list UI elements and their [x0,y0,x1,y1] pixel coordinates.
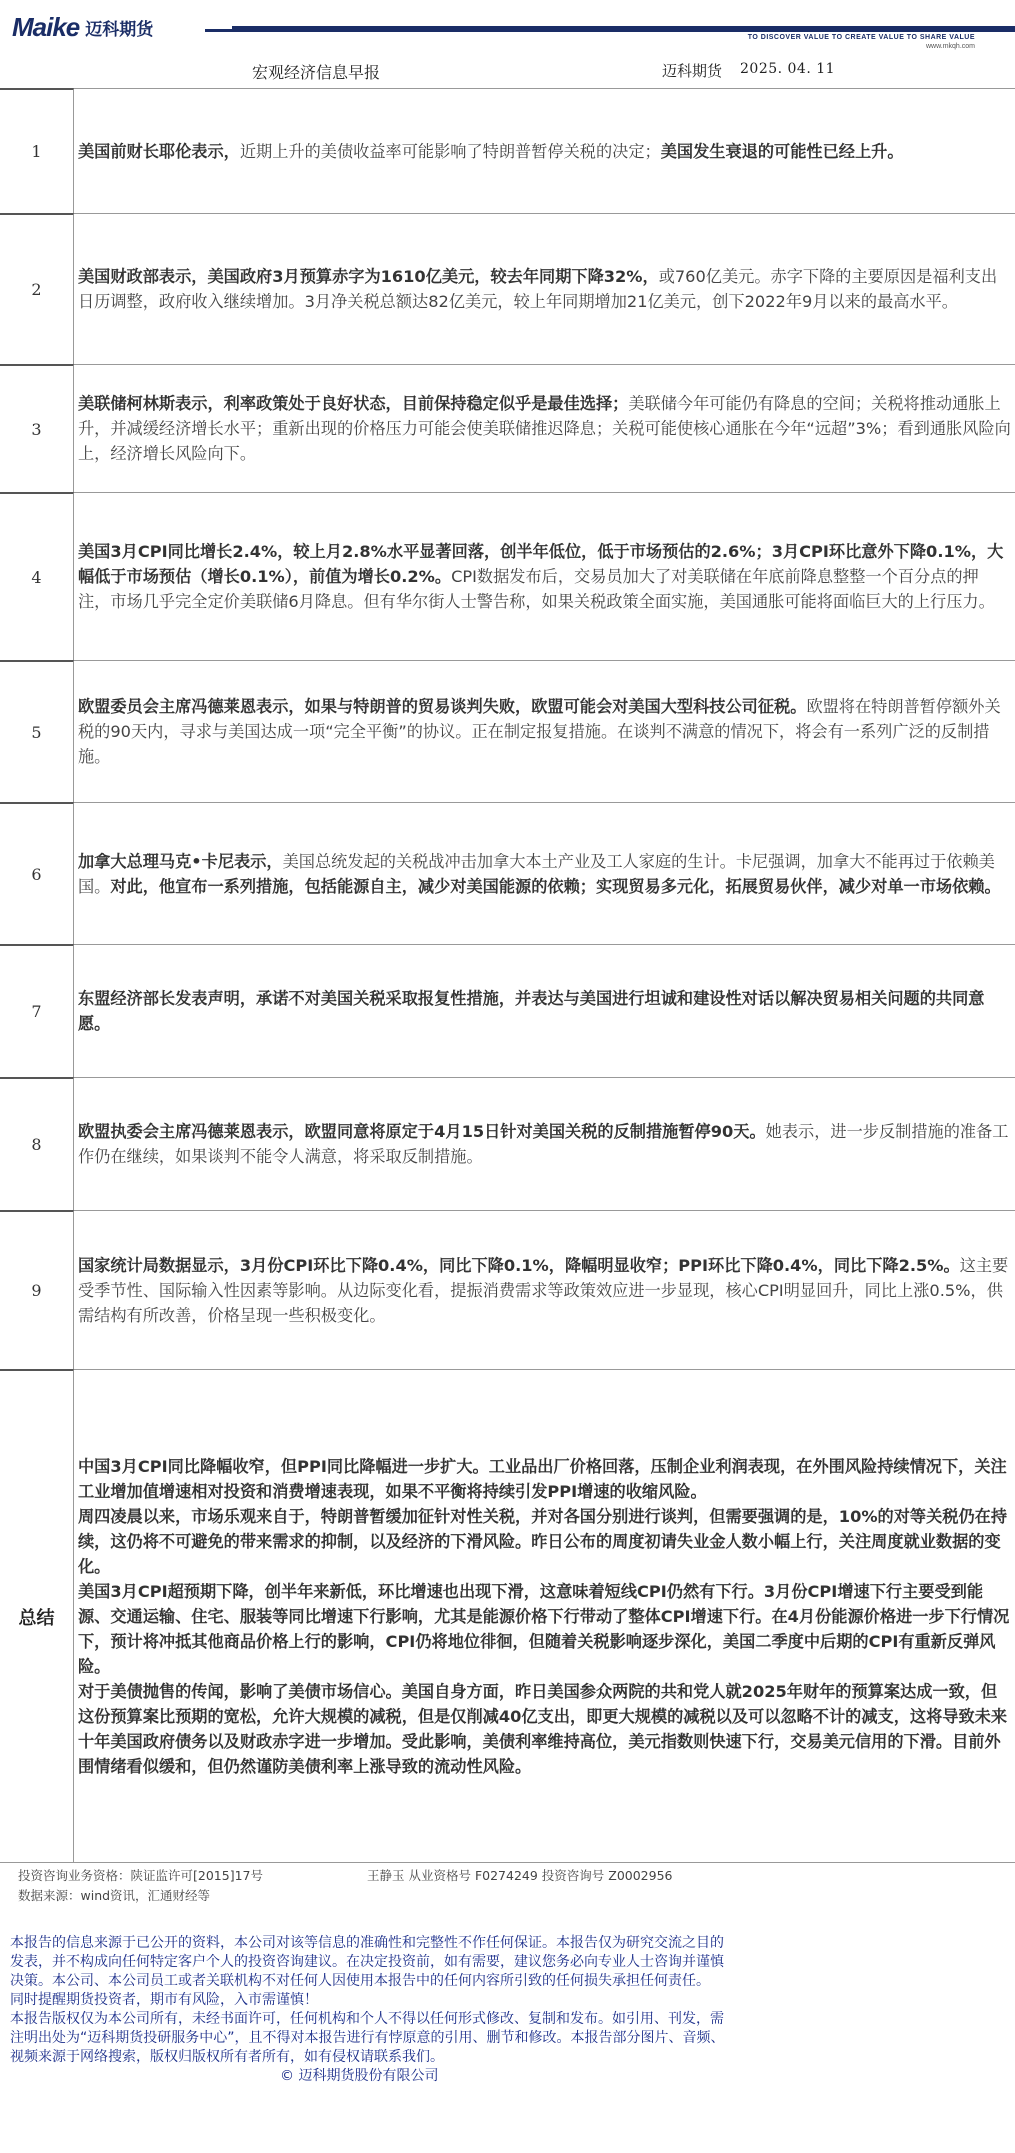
row-bold-1: 东盟经济部长发表声明，承诺不对美国关税采取报复性措施，并表达与美国进行坦诚和建设性对话以解决贸易相关问题的共同意愿。 [78,989,985,1033]
row-number: 3 [0,364,74,492]
row-number: 8 [0,1077,74,1210]
row-content [74,365,1015,492]
report-date: 2025. 04. 11 [740,61,836,77]
summary-label: 总结 [18,1607,55,1629]
summary-paragraph: 美国3月CPI超预期下降，创半年来新低，环比增速也出现下滑，这意味着短线CPI仍然有下行。3月份CPI增速下行主要受到能源、交通运输、住宅、服装等同比增速下行影响，尤其是能源价格下行带动了整体CPI增速下行。在4月份能源价格进一步下行情况下，预计将冲抵其他商品价格上行的影响，CPI仍将地位徘徊，但随着关税影响逐步深化，美国二季度中后期的CPI有重新反弹风险。 [78,1581,1010,1676]
row-text-1: 这主要受季节性、国际输入性因素等影响。从边际变化看，提振消费需求等政策效应进一步显现，核心CPI明显回升，同比上涨0.5%，供需结构有所改善，价格呈现一些积极变化。 [78,1255,1009,1325]
news-row [0,89,1015,214]
row-bold-1: 美联储柯林斯表示，利率政策处于良好状态，目前保持稳定似乎是最佳选择； [78,394,629,413]
summary-content [74,1370,1015,1862]
report-header [0,0,1015,52]
news-row [0,365,1015,493]
analyst-info: 王静玉 从业资格号 F0274249 投资咨询号 Z0002956 [367,1868,673,1883]
row-number: 6 [0,802,74,944]
copyright: © 迈科期货股份有限公司 [280,2068,439,2084]
row-content [74,803,1015,944]
summary-row [0,1370,1015,1863]
news-row [0,1078,1015,1211]
summary-paragraph: 中国3月CPI同比降幅收窄，但PPI同比降幅进一步扩大。工业品出厂价格回落，压制企业利润表现，在外围风险持续情况下，关注工业增加值增速相对投资和消费增速表现，如果不平衡将持续引发PPI增速的收缩风险。 [78,1456,1007,1501]
data-source: 数据来源：wind资讯，汇通财经等 [18,1888,211,1903]
summary-label-cell [0,1369,74,1862]
row-text-1: CPI数据发布后，交易员加大了对美联储在年底前降息整整一个百分点的押注，市场几乎完全定价美联储6月降息。但有华尔街人士警告称，如果关税政策全面实施，美国通胀可能将面临巨大的上行压力。 [78,567,995,611]
row-number: 2 [0,213,74,364]
row-text-1: 近期上升的美债收益率可能影响了特朗普暂停关税的决定； [239,141,661,161]
header-divider [232,26,1015,32]
row-bold-2: 对此，他宣布一系列措施，包括能源自主，减少对美国能源的依赖；实现贸易多元化，拓展贸易伙伴，减少对单一市场依赖。 [110,876,1001,896]
row-text-1: 或760亿美元。赤字下降的主要原因是福利支出日历调整，政府收入继续增加。3月净关税总额达82亿美元，较上年同期增加21亿美元，创下2022年9月以来的最高水平。 [78,267,998,311]
summary-paragraph: 周四凌晨以来，市场乐观来自于，特朗普暂缓加征针对性关税，并对各国分别进行谈判，但需要强调的是，10%的对等关税仍在持续，这仍将不可避免的带来需求的抑制，以及经济的下滑风险。昨日公布的周度初请失业金人数小幅上行，关注周度就业数据的变化。 [78,1506,1008,1576]
row-number: 5 [0,660,74,802]
row-bold-1: 美国前财长耶伦表示， [78,141,240,161]
disclaimer-paragraph: 同时提醒期货投资者，期市有风险，入市需谨慎！ [10,1992,318,2008]
row-bold-1: 加拿大总理马克•卡尼表示， [78,851,283,871]
row-content [74,1078,1015,1210]
news-row [0,945,1015,1078]
row-content [74,214,1015,364]
row-bold-1: 美国财政部表示，美国政府3月预算赤字为1610亿美元，较去年同期下降32%， [78,267,659,286]
row-content [74,1211,1015,1369]
row-text-1: 她表示，进一步反制措施的准备工作仍在继续，如果谈判不能令人满意，将采取反制措施。 [78,1122,1009,1166]
row-bold-1: 国家统计局数据显示，3月份CPI环比下降0.4%，同比下降0.1%，降幅明显收窄；PPI环比下降0.4%，同比下降2.5%。 [78,1255,960,1275]
row-content [74,945,1015,1077]
row-text-1: 欧盟将在特朗普暂停额外关税的90天内，寻求与美国达成一项“完全平衡”的协议。正在制定报复措施。在谈判不满意的情况下，将会有一系列广泛的反制措施。 [78,697,1001,766]
company-logo [12,11,154,42]
summary-paragraph: 对于美债抛售的传闻，影响了美债市场信心。美国自身方面，昨日美国参众两院的共和党人就2025年财年的预算案达成一致，但这份预算案比预期的宽松，允许大规模的减税，但是仅削减40亿支出，即更大规模的减税以及可以忽略不计的减支，这将导致未来十年美国政府债务以及财政赤字进一步增加。受此影响，美债利率维持高位，美元指数则快速下行，交易美元信用的下滑。目前外围情绪看似缓和，但仍然谨防美债利率上涨导致的流动性风险。 [78,1681,1008,1776]
row-bold-1: 美国3月CPI同比增长2.4%，较上月2.8%水平显著回落，创半年低位，低于市场预估的2.6%；3月CPI环比意外下降0.1%，大幅低于市场预估（增长0.1%），前值为增长0.2%。 [78,542,1004,586]
row-number: 9 [0,1210,74,1369]
disclaimer [10,1934,735,2086]
row-number: 7 [0,944,74,1077]
disclaimer-paragraph: 本报告版权仅为本公司所有，未经书面许可，任何机构和个人不得以任何形式修改、复制和发布。如引用、刊发，需注明出处为“迈科期货投研服务中心”，且不得对本报告进行有悖原意的引用、删节和修改。本报告部分图片、音频、视频来源于网络搜索，版权归版权所有者所有，如有侵权请联系我们。 [10,2011,725,2065]
disclaimer-paragraph: 本报告的信息来源于已公开的资料，本公司对该等信息的准确性和完整性不作任何保证。本报告仅为研究交流之目的发表，并不构成向任何特定客户个人的投资咨询建议。在决定投资前，如有需要，建议您务必向专业人士咨询并谨慎决策。本公司、本公司员工或者关联机构不对任何人因使用本报告中的任何内容所引致的任何损失承担任何责任。 [10,1935,724,1989]
row-text-1: 美联储今年可能仍有降息的空间；关税将推动通胀上升，并减缓经济增长水平；重新出现的价格压力可能会使美联储推迟降息；关税可能使核心通胀在今年“远超”3%；看到通胀风险向上，经济增长风险向下。 [78,394,1011,463]
row-bold-1: 欧盟执委会主席冯德莱恩表示，欧盟同意将原定于4月15日针对美国关税的反制措施暂停90天。 [78,1122,766,1141]
header-divider-thin [205,29,235,32]
news-row [0,493,1015,661]
tagline: TO DISCOVER VALUE TO CREATE VALUE TO SHARE VALUE [747,34,975,41]
news-row [0,1211,1015,1370]
row-content [74,493,1015,660]
row-bold-1: 欧盟委员会主席冯德莱恩表示，如果与特朗普的贸易谈判失败，欧盟可能会对美国大型科技公司征税。 [78,697,807,716]
row-number: 4 [0,492,74,660]
row-bold-2: 美国发生衰退的可能性已经上升。 [660,141,904,161]
row-text-1: 美国总统发起的关税战冲击加拿大本土产业及工人家庭的生计。卡尼强调，加拿大不能再过于依赖美国。 [78,851,995,896]
news-row [0,214,1015,365]
news-row [0,803,1015,945]
row-number: 1 [0,88,74,213]
news-table [0,88,1015,1863]
row-content [74,89,1015,213]
title-row [0,52,1015,88]
logo-cn: 迈科期货 [85,19,154,40]
news-row [0,661,1015,803]
row-content [74,661,1015,802]
qualification: 投资咨询业务资格：陕证监许可[2015]17号 [18,1868,263,1883]
report-company: 迈科期货 [662,62,723,80]
website: www.mkqh.com [925,43,975,50]
logo-en: Maike [12,11,80,42]
report-title: 宏观经济信息早报 [252,63,381,82]
